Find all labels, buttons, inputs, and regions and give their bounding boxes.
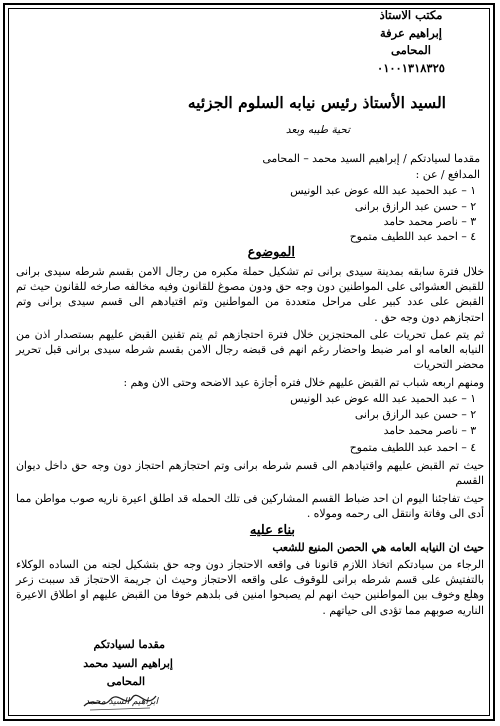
office-title: مكتب الاستاذ: [379, 8, 443, 22]
signature-mark: [80, 690, 160, 714]
addressee-heading: السيد الأستاذ رئيس نيابه السلوم الجزئيه: [187, 93, 446, 112]
lawyer-name: إبراهيم عرفة: [380, 25, 442, 40]
defense-label: المدافع / عن :: [415, 168, 480, 181]
detained-1: ١ – عبد الحميد عبد الله عوض عبد الونيس: [290, 392, 476, 405]
subject-title: الموضوع: [247, 245, 295, 260]
defendant-4: ٤ – احمد عبد اللطيف متموح: [349, 230, 476, 243]
greeting: تحية طيبه وبعد: [285, 124, 350, 136]
law-office-header: [346, 7, 476, 77]
detained-4: ٤ – احمد عبد اللطيف متموح: [349, 441, 476, 454]
paragraph-arrests: خلال فترة سابقه بمدينة سيدى برانى تم تشكيل حملة مكبره من رجال الامن بقسم شرطه سيدى برانى للقبض العشوائى على المواطنين دون وجه حق ودون مصوغ للقانون وفيه مخالفه صارخه للقانون حيث تم القبض على عدد كبير على مراحل متعددة من المواطنين وتم اقتيادهم الى قسم سيدى برانى وتم احتجازهم دون وجه حق .: [16, 265, 484, 324]
paragraph-request: الرجاء من سيادتكم اتخاذ اللازم قانونا فى واقعه الاحتجاز دون وجه حق بتشكيل لجنه من الساده الوكلاء بالتفتيش على قسم شرطه برانى للوقوف على واقعه الاحتجاز وحيث ان جريمة الاحتجاز قد سببت زعر وهلع وخوف بين المواطنين حيث انهم لم يصبحوا امنين فى بلدهم خوفا من القبض عليهم او اطلاق الاعيرة الناريه صوبهم مما تؤدى الى حياتهم .: [16, 558, 484, 617]
lawyer-title: المحامى: [390, 43, 432, 57]
paragraph-shooting: حيث تفاجئنا اليوم ان احد ضباط القسم المشاركين فى تلك الحمله قد اطلق اعيرة ناريه صوب مواطن مما أدى الى وفاتة وانتقل الى رحمه ومولاه .: [16, 492, 484, 521]
prosecution-statement: حيث ان النيابه العامه هي الحصن المنيع للشعب: [272, 541, 484, 554]
detained-intro: ومنهم اربعه شباب تم القبض عليهم خلال فتره أجازة عيد الاضحه وحتى الان وهم :: [123, 376, 484, 389]
closing-line-3: المحامى: [106, 675, 145, 688]
defendant-1: ١ – عبد الحميد عبد الله عوض عبد الونيس: [290, 184, 476, 197]
signature-handwriting: ابراهيم السيد محمد: [85, 697, 158, 707]
intro-line: مقدما لسيادتكم / إبراهيم السيد محمد – المحامى: [262, 152, 480, 165]
closing-line-1: مقدما لسيادتكم: [93, 638, 165, 651]
office-phone: ٠١٠٠١٣١٨٣٢٥: [377, 60, 445, 75]
detained-2: ٢ – حسن عبد الرازق برانى: [354, 408, 476, 421]
closing-line-2: إبراهيم السيد محمد: [83, 657, 173, 670]
detained-3: ٣ – ناصر محمد حامد: [383, 424, 476, 437]
therefore-title: بناء عليه: [249, 523, 295, 538]
defendant-2: ٢ – حسن عبد الرازق برانى: [354, 200, 476, 213]
paragraph-detention: حيث تم القبض عليهم واقتيادهم الى قسم شرطه برانى وتم احتجازهم احتجاز دون وجه حق داخل ديوان القسم: [16, 459, 484, 488]
defendant-3: ٣ – ناصر محمد حامد: [383, 215, 476, 228]
paragraph-investigations: ثم يتم عمل تحريات على المحتجزين خلال فترة احتجازهم ثم يتم تقنين القبض عليهم بستصدار اذن من النيابه العامه او امر ضبط واحضار رغم انهم فى قبضه رجال الامن بقسم شرطه سيدى برانى قبل تحرير محضر التحريات: [16, 328, 484, 372]
